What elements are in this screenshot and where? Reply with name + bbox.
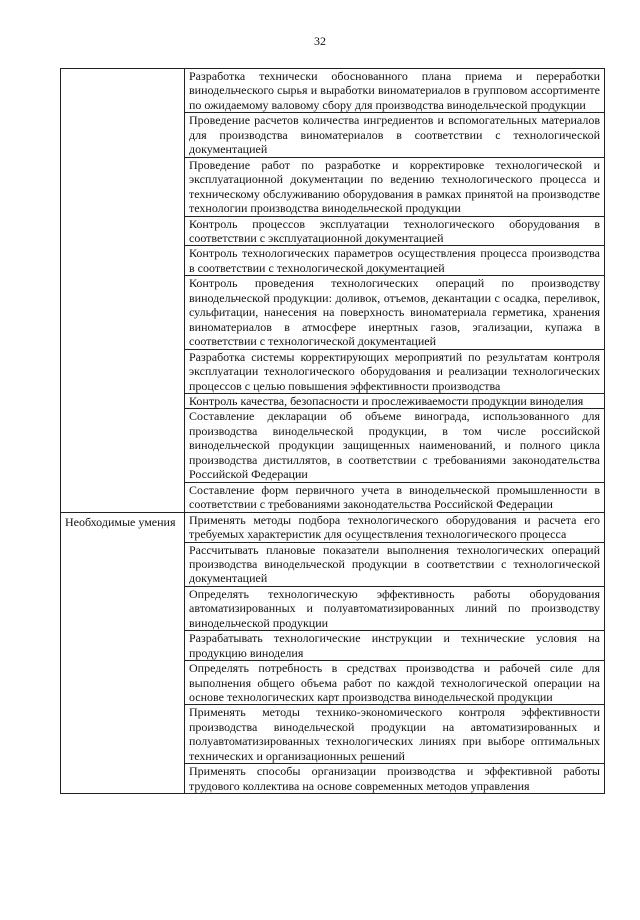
list-item: Проведение работ по разработке и корректировке технологической и эксплуатационной документации по ведению технологического процесса и техническому обслуживанию оборудования в рамках принятой на производстве технологии производства винодельческой продукции	[185, 158, 604, 217]
list-item: Контроль процессов эксплуатации технологического оборудования в соответствии с эксплуатационной документацией	[185, 217, 604, 247]
list-item: Применять методы технико-экономического контроля эффективности производства винодельческой продукции на автоматизированных и полуавтоматизированных технологических линиях при выборе оптимальных технических и организационных решений	[185, 705, 604, 764]
section-items	[185, 69, 605, 513]
list-item: Определять потребность в средствах производства и рабочей силе для выполнения общего объема работ по каждой технологической операции на основе технологических карт производства винодельческой продукции	[185, 661, 604, 705]
list-item: Определять технологическую эффективность работы оборудования автоматизированных и полуавтоматизированных линий по производству винодельческой продукции	[185, 587, 604, 631]
list-item: Контроль проведения технологических операций по производству винодельческой продукции: доливок, отъемов, декантации с осадка, переливок, сульфитации, нанесения на поверхность виноматериала герметика, хранения виноматериалов в атмосфере инертных газов, эгализации, купажа в соответствии с технологической документацией	[185, 276, 604, 349]
list-item: Рассчитывать плановые показатели выполнения технологических операций производства винодельческой продукции в соответствии с технологической документацией	[185, 543, 604, 587]
list-item: Контроль технологических параметров осуществления процесса производства в соответствии с технологической документацией	[185, 246, 604, 276]
section-label: Необходимые умения	[61, 512, 185, 794]
page-number: 32	[314, 34, 326, 48]
competency-table	[60, 68, 605, 794]
list-item: Применять способы организации производства и эффективной работы трудового коллектива на основе современных методов управления	[189, 764, 600, 793]
section-items	[185, 512, 605, 794]
list-item: Составление декларации об объеме винограда, использованного для производства винодельческой продукции, в том числе российской винодельческой продукции защищенных наименований, и полного цикла производства дистиллятов, в соответствии с требованиями законодательства Российской Федерации	[185, 409, 604, 482]
list-item: Разработка технически обоснованного плана приема и переработки винодельческого сырья и выработки виноматериалов в групповом ассортименте по ожидаемому валовому сбору для производства винодельческой продукции	[185, 69, 604, 113]
section-label	[61, 69, 185, 513]
section-row	[61, 69, 605, 513]
list-item: Разработка системы корректирующих мероприятий по результатам контроля эксплуатации технологического оборудования и реализации технологических процессов с целью повышения эффективности производства	[185, 350, 604, 394]
list-item: Применять методы подбора технологического оборудования и расчета его требуемых характеристик для осуществления технологического процесса	[185, 513, 604, 543]
list-item: Проведение расчетов количества ингредиентов и вспомогательных материалов для производства виноматериалов в соответствии с технологической документацией	[185, 113, 604, 157]
list-item: Составление форм первичного учета в винодельческой промышленности в соответствии с требованиями законодательства Российской Федерации	[189, 482, 600, 512]
list-item: Контроль качества, безопасности и прослеживаемости продукции виноделия	[185, 394, 604, 409]
list-item: Разрабатывать технологические инструкции и технические условия на продукцию виноделия	[185, 631, 604, 661]
section-row	[61, 512, 605, 794]
